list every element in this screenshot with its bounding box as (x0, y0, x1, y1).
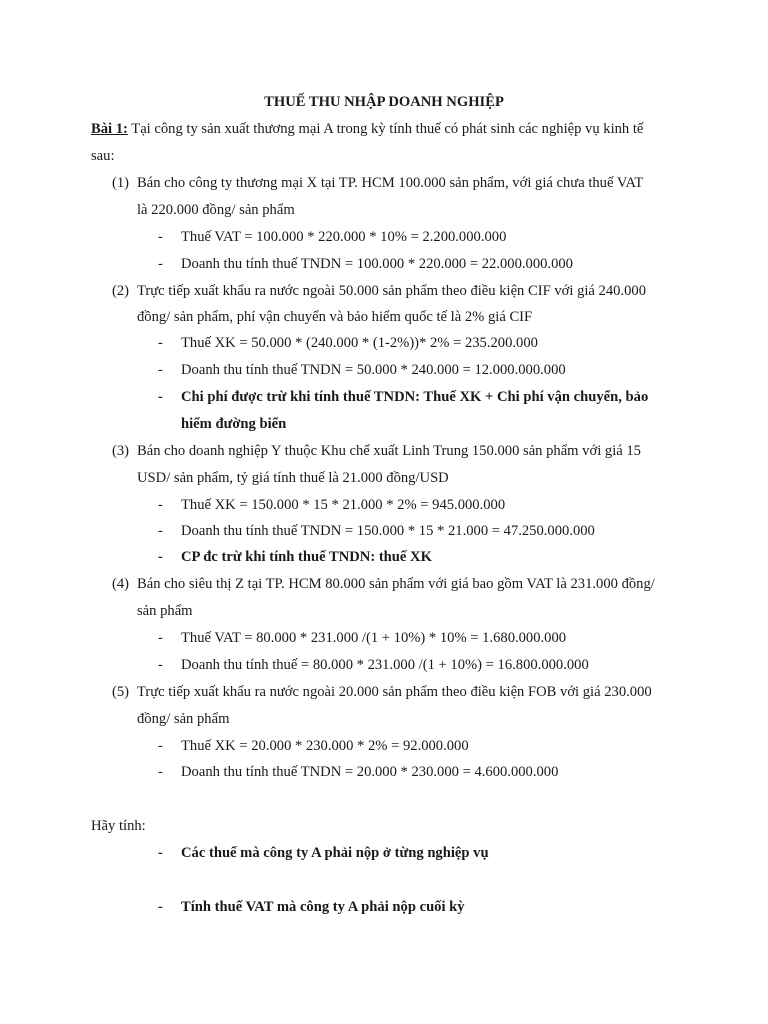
item-5-text-line1: Trực tiếp xuất khẩu ra nước ngoài 20.000 sản phẩm theo điều kiện FOB với giá 230.000 (137, 684, 652, 700)
item-4-bullet-1: Thuế VAT = 80.000 * 231.000 /(1 + 10%) * 10% = 1.680.000.000 (181, 630, 567, 646)
bullet-dash: - (158, 362, 163, 378)
bullet-dash: - (158, 738, 163, 754)
question-task-1: Các thuế mà công ty A phải nộp ở từng nghiệp vụ (181, 845, 489, 861)
item-1-bullet-2: Doanh thu tính thuế TNDN = 100.000 * 220.000 = 22.000.000.000 (181, 256, 573, 272)
item-4-text-line1: Bán cho siêu thị Z tại TP. HCM 80.000 sản phẩm với giá bao gồm VAT là 231.000 đồng/ (137, 576, 655, 592)
item-5-text-line2: đồng/ sản phẩm (137, 711, 230, 727)
item-3-bullet-1: Thuế XK = 150.000 * 15 * 21.000 * 2% = 945.000.000 (181, 497, 506, 513)
question-task-2: Tính thuế VAT mà công ty A phải nộp cuối kỳ (181, 899, 465, 915)
item-5-bullet-2: Doanh thu tính thuế TNDN = 20.000 * 230.000 = 4.600.000.000 (181, 764, 559, 780)
item-1-text-line1: Bán cho công ty thương mại X tại TP. HCM 100.000 sản phẩm, với giá chưa thuế VAT (137, 175, 644, 191)
item-1-bullet-1: Thuế VAT = 100.000 * 220.000 * 10% = 2.200.000.000 (181, 229, 507, 245)
bullet-dash: - (158, 630, 163, 646)
bullet-dash: - (158, 256, 163, 272)
item-3-bullet-2: Doanh thu tính thuế TNDN = 150.000 * 15 * 21.000 = 47.250.000.000 (181, 523, 595, 539)
item-3-bold-bullet: CP đc trừ khi tính thuế TNDN: thuế XK (181, 549, 432, 565)
bullet-dash: - (158, 523, 163, 539)
item-2-number: (2) (112, 283, 130, 299)
question-label: Hãy tính: (91, 818, 146, 834)
item-1-number: (1) (112, 175, 130, 191)
bullet-dash: - (158, 389, 163, 405)
page-title: THUẾ THU NHẬP DOANH NGHIỆP (264, 94, 504, 110)
item-2-bullet-1: Thuế XK = 50.000 * (240.000 * (1-2%))* 2% = 235.200.000 (181, 335, 538, 351)
exercise-intro-line2: sau: (91, 148, 115, 164)
bullet-dash: - (158, 899, 163, 915)
item-5-number: (5) (112, 684, 130, 700)
bullet-dash: - (158, 497, 163, 513)
item-2-text-line2: đồng/ sản phẩm, phí vận chuyển và bảo hiểm quốc tế là 2% giá CIF (137, 309, 533, 325)
bullet-dash: - (158, 335, 163, 351)
item-3-text-line1: Bán cho doanh nghiệp Y thuộc Khu chế xuất Linh Trung 150.000 sản phẩm với giá 15 (137, 443, 641, 459)
item-4-number: (4) (112, 576, 130, 592)
item-3-text-line2: USD/ sản phẩm, tỷ giá tính thuế là 21.000 đồng/USD (137, 470, 449, 486)
item-4-bullet-2: Doanh thu tính thuế = 80.000 * 231.000 /(1 + 10%) = 16.800.000.000 (181, 657, 589, 673)
item-2-bold-bullet-line2: hiểm đường biển (181, 416, 287, 432)
bullet-dash: - (158, 764, 163, 780)
bullet-dash: - (158, 657, 163, 673)
bullet-dash: - (158, 845, 163, 861)
item-1-text-line2: là 220.000 đồng/ sản phẩm (137, 202, 295, 218)
exercise-intro (91, 120, 643, 138)
item-5-bullet-1: Thuế XK = 20.000 * 230.000 * 2% = 92.000.000 (181, 738, 469, 754)
item-3-number: (3) (112, 443, 130, 459)
item-2-text-line1: Trực tiếp xuất khẩu ra nước ngoài 50.000 sản phẩm theo điều kiện CIF với giá 240.000 (137, 283, 646, 299)
item-2-bold-bullet-line1: Chi phí được trừ khi tính thuế TNDN: Thuế XK + Chi phí vận chuyển, bảo (181, 389, 649, 405)
bullet-dash: - (158, 549, 163, 565)
item-4-text-line2: sản phẩm (137, 603, 193, 619)
item-2-bullet-2: Doanh thu tính thuế TNDN = 50.000 * 240.000 = 12.000.000.000 (181, 362, 566, 378)
bullet-dash: - (158, 229, 163, 245)
exercise-intro-line1: Tại công ty sản xuất thương mại A trong kỳ tính thuế có phát sinh các nghiệp vụ kinh tế (131, 121, 644, 137)
exercise-label: Bài 1: (91, 121, 128, 137)
